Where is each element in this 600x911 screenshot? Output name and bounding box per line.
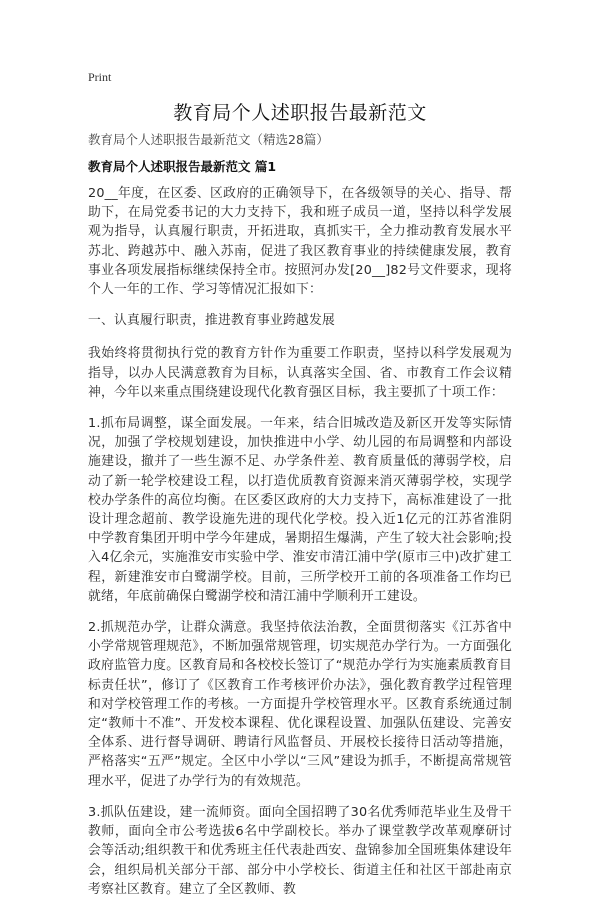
subsection-heading: 一、认真履行职责，推进教育事业跨越发展 (88, 313, 335, 329)
paragraph-intro: 20__年度，在区委、区政府的正确领导下，在各级领导的关心、指导、帮助下，在局党委书记的大力支持下，我和班子成员一道，坚持以科学发展观为指导，认真履行职责，开拓进取，真抓实干，全力推动教育发展水平苏北、跨越苏中、融入苏南，促进了我区教育事业的持续健康发展，教育事业各项发展指标继续保持全市。按照河办发[20__]82号文件要求，现将个人一年的工作、学习等情况汇报如下： (88, 186, 512, 298)
paragraph-item-3: 3.抓队伍建设，建一流师资。面向全国招聘了30名优秀师范毕业生及骨干教师，面向全市公考选拔6名中学副校长。举办了课堂教学改革观摩研讨会等活动;组织教干和优秀班主任代表赴西安、盘锦参加全国班集体建设年会，组织局机关部分干部、部分中小学校长、街道主任和社区干部赴南京考察社区教育。建立了全区教师、教 (88, 804, 512, 897)
document-body (88, 184, 512, 911)
section-heading: 教育局个人述职报告最新范文 篇1 (88, 159, 277, 174)
paragraph-overview: 我始终将贯彻执行党的教育方针作为重要工作职责，坚持以科学发展观为指导，以办人民满意教育为目标，认真落实全国、省、市教育工作会议精神，今年以来重点围绕建设现代化教育强区目标，我主要抓了十项工作： (88, 346, 512, 400)
document-title: 教育局个人述职报告最新范文 (173, 102, 427, 124)
document-subtitle: 教育局个人述职报告最新范文（精选28篇） (88, 132, 329, 147)
print-label: Print (88, 70, 112, 84)
paragraph-item-1: 1.抓布局调整，谋全面发展。一年来，结合旧城改造及新区开发等实际情况，加强了学校规划建设，加快推进中小学、幼儿园的布局调整和内部设施建设，撤并了一些生源不足、办学条件差、教育质量低的薄弱学校，启动了新一轮学校建设工程，以打造优质教育资源来消灭薄弱学校，实现学校办学条件的高位均衡。在区委区政府的大力支持下，高标准建设了一批设计理念超前、教学设施先进的现代化学校。投入近1亿元的江苏省淮阴中学教育集团开明中学今年建成，暑期招生爆满，产生了较大社会影响;投入4亿余元，实施淮安市实验中学、淮安市清江浦中学(原市三中)改扩建工程，新建淮安市白鹭湖学校。目前，三所学校开工前的各项准备工作均已就绪，年底前确保白鹭湖学校和清江浦中学顺利开工建设。 (88, 416, 512, 604)
paragraph-item-2: 2.抓规范办学，让群众满意。我坚持依法治教，全面贯彻落实《江苏省中小学常规管理规范》，不断加强常规管理，切实规范办学行为。一方面强化政府监管力度。区教育局和各校校长签订了“规范办学行为实施素质教育目标责任状”，修订了《区教育工作考核评价办法》，强化教育教学过程管理和对学校管理工作的考核。一方面提升学校管理水平。区教育系统通过制定“教师十不准”、开发校本课程、优化课程设置、加强队伍建设、完善安全体系、进行督导调研、聘请行风监督员、开展校长接待日活动等措施，严格落实“五严”规定。全区中小学以“三风”建设为抓手，不断提高常规管理水平，促进了办学行为的有效规范。 (88, 620, 512, 789)
